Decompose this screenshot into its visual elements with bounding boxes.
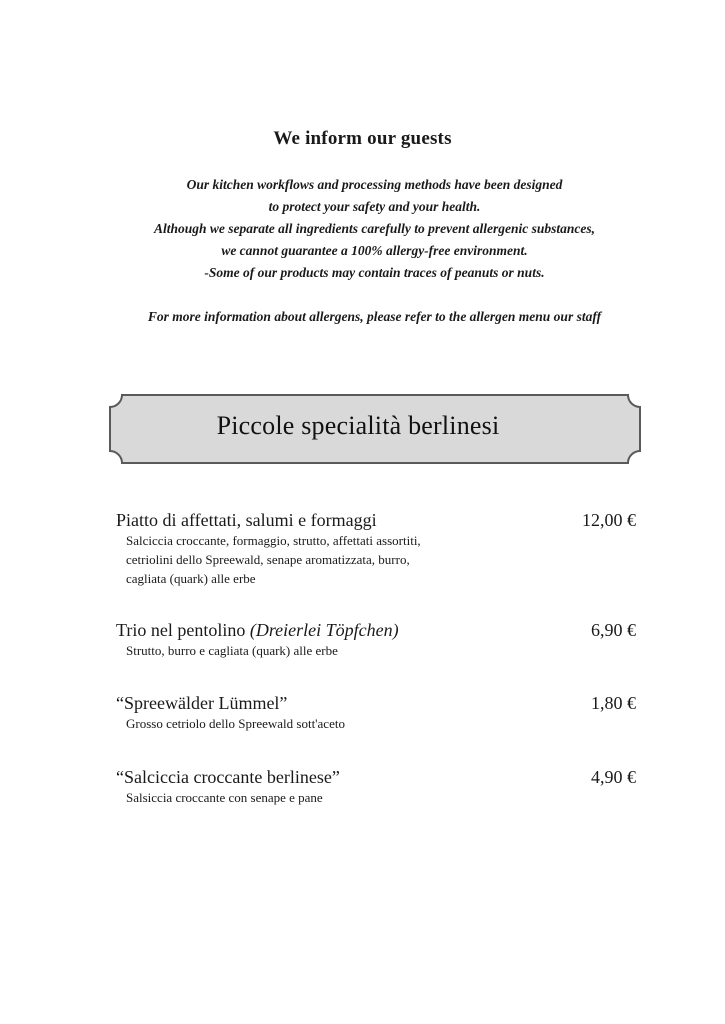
- notice-title: We inform our guests: [273, 128, 452, 149]
- notice-line: -Some of our products may contain traces of peanuts or nuts.: [204, 265, 545, 280]
- item-name: Piatto di affettati, salumi e formaggi: [116, 510, 377, 530]
- item-price: 4,90 €: [591, 767, 636, 787]
- item-name: “Salciccia croccante berlinese”: [116, 767, 340, 787]
- section-banner: [108, 393, 642, 465]
- item-description: Grosso cetriolo dello Spreewald sott'aceto: [126, 716, 345, 731]
- item-description: Salsiccia croccante con senape e pane: [126, 790, 323, 805]
- notice-line: Although we separate all ingredients carefully to prevent allergenic substances,: [153, 221, 595, 236]
- item-name: “Spreewälder Lümmel”: [116, 693, 288, 713]
- item-price: 1,80 €: [591, 693, 636, 713]
- item-price: 12,00 €: [582, 510, 636, 530]
- menu-item: [116, 619, 636, 660]
- item-description: cetriolini dello Spreewald, senape aromatizzata, burro,: [126, 552, 410, 567]
- item-price: 6,90 €: [591, 620, 636, 640]
- notice-line: Our kitchen workflows and processing methods have been designed: [186, 177, 563, 192]
- item-description: Salciccia croccante, formaggio, strutto, affettati assortiti,: [126, 533, 421, 548]
- item-name: Trio nel pentolino (Dreierlei Töpfchen): [116, 620, 399, 640]
- notice-line: we cannot guarantee a 100% allergy-free environment.: [221, 243, 528, 258]
- menu-item: [116, 766, 636, 807]
- menu-item: [116, 692, 636, 733]
- item-description: Strutto, burro e cagliata (quark) alle erbe: [126, 643, 338, 658]
- item-description: cagliata (quark) alle erbe: [126, 571, 256, 586]
- menu-item: [116, 509, 636, 588]
- item-alt-name: (Dreierlei Töpfchen): [249, 620, 399, 640]
- notice-footer: For more information about allergens, please refer to the allergen menu our staff: [147, 309, 602, 324]
- notice-line: to protect your safety and your health.: [268, 199, 481, 214]
- section-title: Piccole specialità berlinesi: [216, 411, 500, 440]
